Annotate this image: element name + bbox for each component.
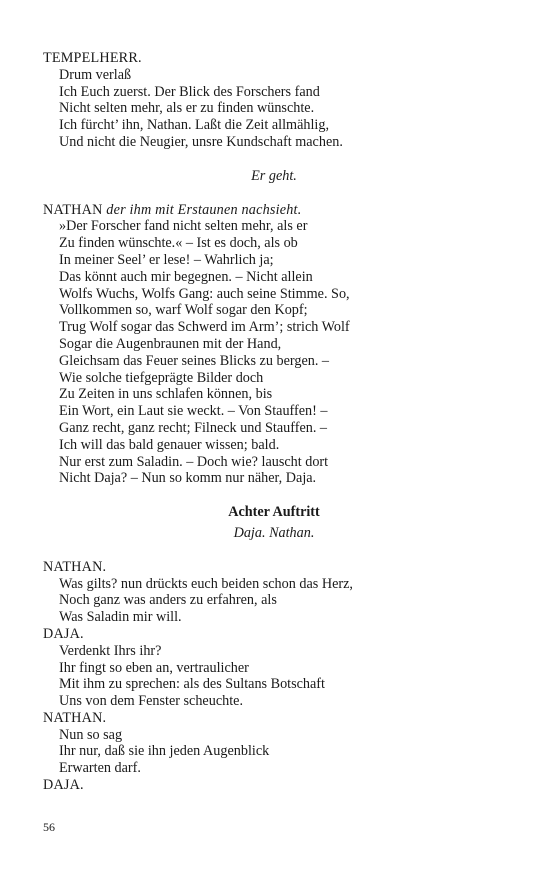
verse-line: Zu Zeiten in uns schlafen können, bis — [59, 386, 273, 403]
verse-line: Wolfs Wuchs, Wolfs Gang: auch seine Stimme. So, — [59, 285, 350, 302]
speaker-direction: der ihm mit Erstaunen nachsieht. — [106, 201, 302, 218]
page-number: 56 — [43, 820, 55, 834]
speaker-nathan-line — [43, 202, 523, 219]
spacer — [43, 185, 523, 202]
verse-line: Was gilts? nun drückts euch beiden schon das Herz, — [59, 575, 353, 592]
verse-line: Nur erst zum Saladin. – Doch wie? lauscht dort — [59, 453, 329, 470]
stage-direction: Er geht. — [251, 167, 297, 184]
verse-line: Das könnt auch mir begegnen. – Nicht allein — [59, 268, 313, 285]
verse-line: Noch ganz was anders zu erfahren, als — [59, 592, 277, 609]
verse-line: Ihr fingt so eben an, vertraulicher — [59, 659, 249, 676]
verse-line: Drum verlaß — [59, 66, 132, 83]
verse-line: Ich Euch zuerst. Der Blick des Forschers fand — [59, 83, 320, 100]
spacer — [43, 487, 523, 504]
speaker-daja: DAJA. — [43, 777, 84, 794]
verse-line: Vollkommen so, warf Wolf sogar den Kopf; — [59, 302, 308, 319]
verse-line: Ihr nur, daß sie ihn jeden Augenblick — [59, 743, 270, 760]
verse-line: Wie solche tiefgeprägte Bilder doch — [59, 369, 264, 386]
speaker-nathan: NATHAN — [43, 201, 103, 218]
verse-line: Ein Wort, ein Laut sie weckt. – Von Stauffen! – — [59, 403, 328, 420]
verse-line: Verdenkt Ihrs ihr? — [59, 642, 162, 659]
speaker-nathan: NATHAN. — [43, 709, 107, 726]
verse-line: Ganz recht, ganz recht; Filneck und Stauffen. – — [59, 419, 328, 436]
spacer — [43, 151, 523, 168]
verse-line: »Der Forscher fand nicht selten mehr, als er — [59, 218, 308, 235]
verse-line: Trug Wolf sogar das Schwerd im Arm’; strich Wolf — [59, 319, 350, 336]
scene-characters: Daja. Nathan. — [233, 524, 315, 541]
verse-line: Mit ihm zu sprechen: als des Sultans Botschaft — [59, 676, 325, 693]
verse-line: Zu finden wünschte.« – Ist es doch, als ob — [59, 235, 298, 252]
verse-line: Uns von dem Fenster scheuchte. — [59, 693, 244, 710]
verse-line: Erwarten darf. — [59, 760, 141, 777]
verse-line: Ich will das bald genauer wissen; bald. — [59, 436, 280, 453]
verse-line: Sogar die Augenbraunen mit der Hand, — [59, 335, 282, 352]
verse-line: Nicht selten mehr, als er zu finden wünschte. — [59, 100, 315, 117]
verse-line: In meiner Seel’ er lese! – Wahrlich ja; — [59, 251, 274, 268]
verse-line: Gleichsam das Feuer seines Blicks zu bergen. – — [59, 352, 330, 369]
verse-line: Was Saladin mir will. — [59, 609, 182, 626]
verse-line: Ich fürcht’ ihn, Nathan. Laßt die Zeit allmählig, — [59, 117, 329, 134]
verse-line: Und nicht die Neugier, unsre Kundschaft machen. — [59, 133, 343, 150]
verse-line: Nun so sag — [59, 726, 123, 743]
scene-heading: Achter Auftritt — [228, 504, 320, 521]
speaker-daja: DAJA. — [43, 625, 84, 642]
page-body — [43, 50, 523, 794]
speaker-nathan: NATHAN. — [43, 558, 107, 575]
verse-line: Nicht Daja? – Nun so komm nur näher, Daja. — [59, 470, 317, 487]
speaker-tempelherr: TEMPELHERR. — [43, 50, 142, 66]
spacer — [43, 542, 523, 559]
